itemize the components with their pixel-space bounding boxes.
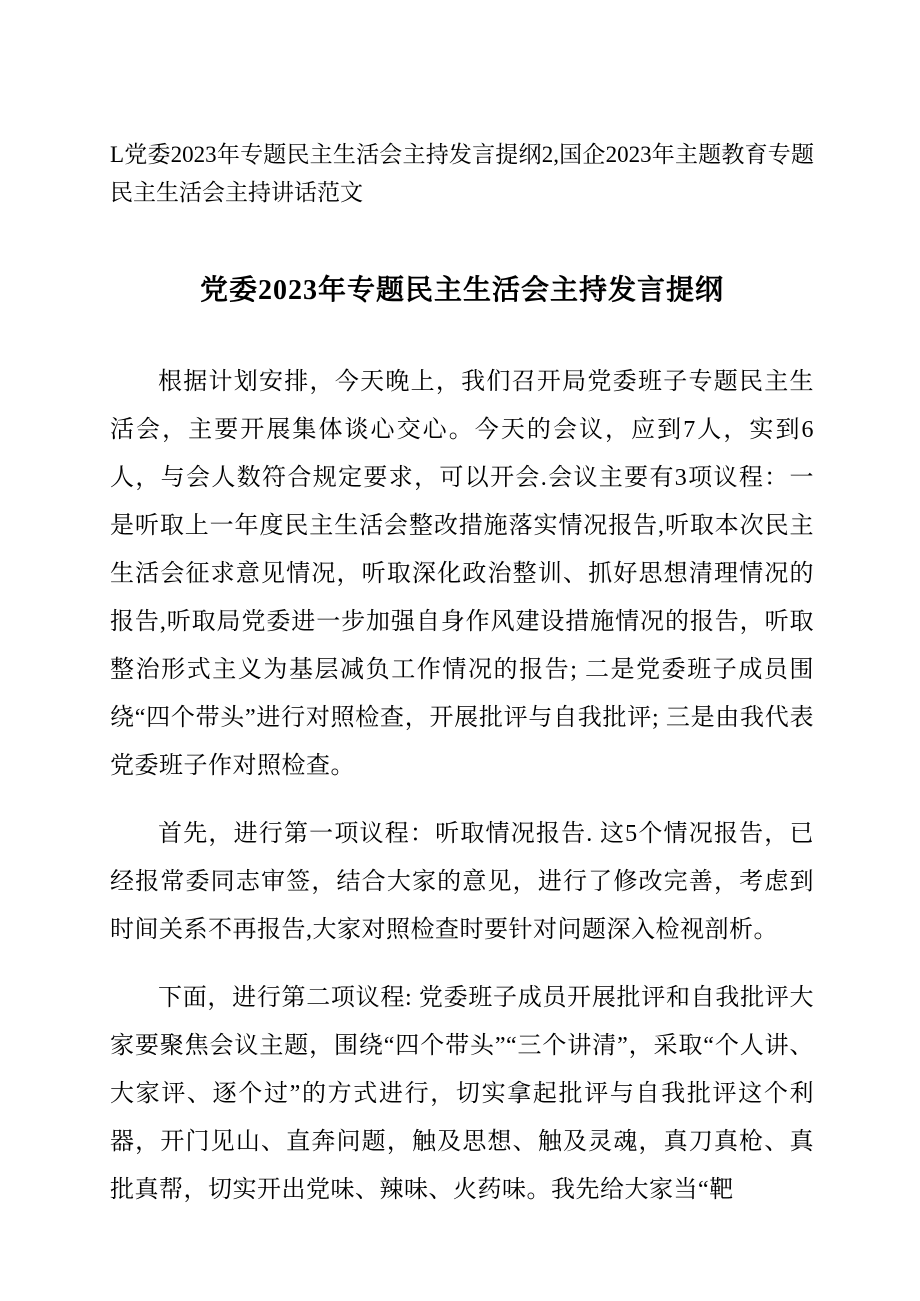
document-content — [110, 136, 814, 1214]
paragraph-3: 下面，进行第二项议程: 党委班子成员开展批评和自我批评大家要聚焦会议主题，围绕“四个带头”“三个讲清”，采取“个人讲、大家评、逐个过”的方式进行，切实拿起批评与自我批评这个利器，开门见山、直奔问题，触及思想、触及灵魂，真刀真枪、真批真帮，切实开出党味、辣味、火药味。我先给大家当“靶 — [110, 985, 814, 1203]
paragraph-2: 首先，进行第一项议程：听取情况报告. 这5个情况报告，已经报常委同志审签，结合大家的意见，进行了修改完善，考虑到时间关系不再报告,大家对照检查时要针对问题深入检视剖析。 — [110, 821, 814, 943]
paragraph-1: 根据计划安排，今天晚上，我们召开局党委班子专题民主生活会，主要开展集体谈心交心。今天的会议，应到7人，实到6人，与会人数符合规定要求，可以开会.会议主要有3项议程：一是听取上一年度民主生活会整改措施落实情况报告,听取本次民主生活会征求意见情况，听取深化政治整训、抓好思想清理情况的报告,听取局党委进一步加强自身作风建设措施情况的报告，听取整治形式主义为基层减负工作情况的报告; 二是党委班子成员围绕“四个带头”进行对照检查，开展批评与自我批评; 三是由我代表党委班子作对照检查。 — [110, 369, 814, 779]
document-header-line: L党委2023年专题民主生活会主持发言提纲2,国企2023年主题教育专题民主生活会主持讲话范文 — [110, 142, 814, 205]
document-title: 党委2023年专题民主生活会主持发言提纲 — [199, 275, 724, 306]
document-body — [110, 358, 814, 1214]
